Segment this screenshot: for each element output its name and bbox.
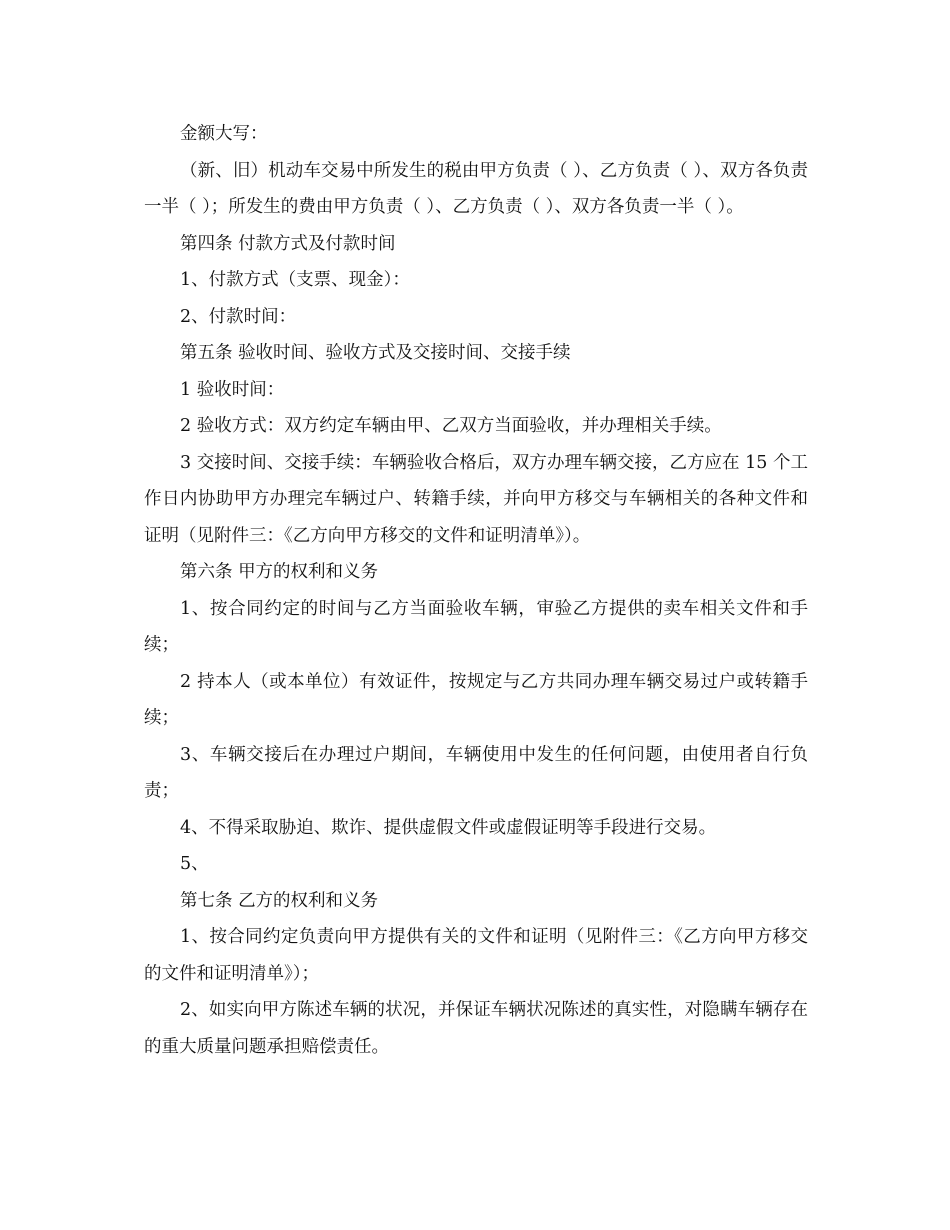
paragraph-inspection-method: 2 验收方式：双方约定车辆由甲、乙双方当面验收，并办理相关手续。 <box>180 416 722 436</box>
heading-article-6: 第六条 甲方的权利和义务 <box>180 562 379 582</box>
paragraph-party-b-item-2: 2、如实向甲方陈述车辆的状况，并保证车辆状况陈述的真实性，对隐瞒车辆存在的重大质量问题承担赔偿责任。 <box>144 1000 808 1057</box>
heading-article-4: 第四条 付款方式及付款时间 <box>180 233 396 254</box>
document-body <box>144 116 808 1065</box>
paragraph-party-a-item-2: 2 持本人（或本单位）有效证件，按规定与乙方共同办理车辆交易过户或转籍手续； <box>144 671 808 728</box>
paragraph-party-a-item-5: 5、 <box>180 854 209 874</box>
paragraph-party-a-item-1: 1、按合同约定的时间与乙方当面验收车辆，审验乙方提供的卖车相关文件和手续； <box>144 598 808 655</box>
paragraph-payment-method: 1、付款方式（支票、现金）： <box>180 270 410 290</box>
paragraph-party-b-item-1: 1、按合同约定负责向甲方提供有关的文件和证明（见附件三：《乙方向甲方移交的文件和证明清单》）； <box>144 927 808 984</box>
paragraph-amount-in-words: 金额大写： <box>180 124 268 144</box>
paragraph-handover: 3 交接时间、交接手续：车辆验收合格后，双方办理车辆交接，乙方应在 15 个工作日内协助甲方办理完车辆过户、转籍手续，并向甲方移交与车辆相关的各种文件和证明（见附件三：《乙方向甲方移交的文件和证明清单》）。 <box>144 452 808 546</box>
paragraph-tax-fee-responsibility: （新、旧）机动车交易中所发生的税由甲方负责（ ）、乙方负责（ ）、双方各负责一半（ ）；所发生的费由甲方负责（ ）、乙方负责（ ）、双方各负责一半（ ）。 <box>144 160 808 217</box>
heading-article-5: 第五条 验收时间、验收方式及交接时间、交接手续 <box>180 343 571 363</box>
paragraph-payment-time: 2、付款时间： <box>180 306 297 327</box>
heading-article-7: 第七条 乙方的权利和义务 <box>180 890 379 911</box>
paragraph-party-a-item-3: 3、车辆交接后在办理过户期间，车辆使用中发生的任何问题，由使用者自行负责； <box>144 744 808 801</box>
paragraph-inspection-time: 1 验收时间： <box>180 379 285 400</box>
paragraph-party-a-item-4: 4、不得采取胁迫、欺诈、提供虚假文件或虚假证明等手段进行交易。 <box>180 817 717 838</box>
